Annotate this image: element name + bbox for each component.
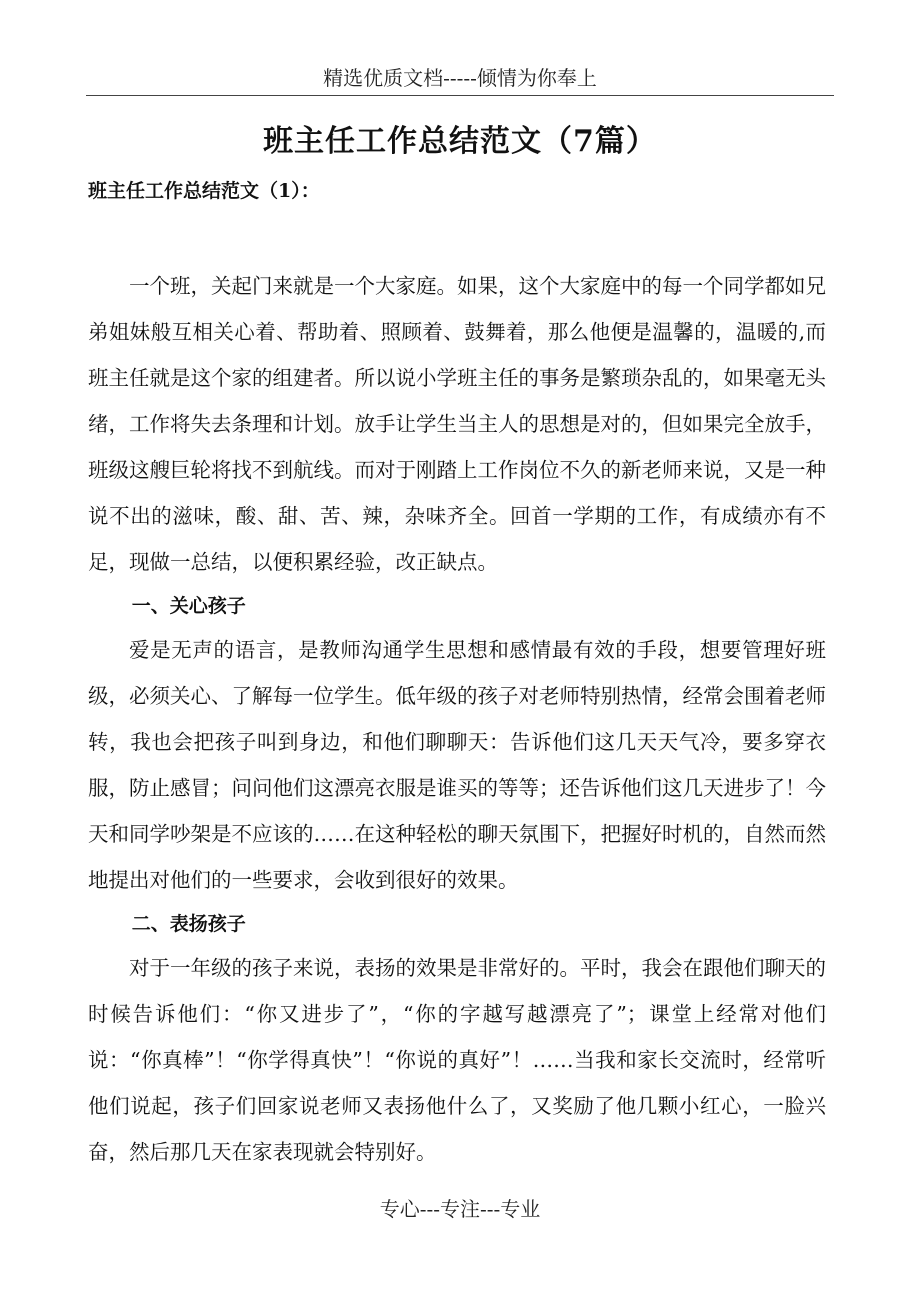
page-footer: 专心---专注---专业 [379,1197,541,1221]
document-body [88,176,826,1175]
section-title: 班主任工作总结范文（1）： [88,180,320,202]
heading-care: 一、关心孩子 [131,595,246,617]
page-header: 精选优质文档-----倾情为你奉上 [323,66,597,90]
document-title: 班主任工作总结范文（7篇） [263,124,657,160]
intro-paragraph: 一个班，关起门来就是一个大家庭。如果，这个大家庭中的每一个同学都如兄弟姐妹般互相关心着、帮助着、照顾着、鼓舞着，那么他便是温馨的，温暖的,而班主任就是这个家的组建者。所以说小学班主任的事务是繁琐杂乱的，如果毫无头绪，工作将失去条理和计划。放手让学生当主人的思想是对的，但如果完全放手，班级这艘巨轮将找不到航线。而对于刚踏上工作岗位不久的新老师来说，又是一种说不出的滋味，酸、甜、苦、辣，杂味齐全。回首一学期的工作，有成绩亦有不足，现做一总结，以便积累经验，改正缺点。 [88,274,826,574]
header-divider [86,95,834,96]
praise-paragraph: 对于一年级的孩子来说，表扬的效果是非常好的。平时，我会在跟他们聊天的时候告诉他们：“你又进步了”，“你的字越写越漂亮了”；课堂上经常对他们说：“你真棒”！“你学得真快”！“你说的真好”！……当我和家长交流时，经常听他们说起，孩子们回家说老师又表扬他什么了，又奖励了他几颗小红心，一脸兴奋，然后那几天在家表现就会特别好。 [88,956,826,1164]
heading-praise: 二、表扬孩子 [131,913,246,935]
care-paragraph: 爱是无声的语言，是教师沟通学生思想和感情最有效的手段，想要管理好班级，必须关心、了解每一位学生。低年级的孩子对老师特别热情，经常会围着老师转，我也会把孩子叫到身边，和他们聊聊天：告诉他们这几天天气冷，要多穿衣服，防止感冒；问问他们这漂亮衣服是谁买的等等；还告诉他们这几天进步了！今天和同学吵架是不应该的……在这种轻松的聊天氛围下，把握好时机的，自然而然地提出对他们的一些要求，会收到很好的效果。 [88,638,826,892]
